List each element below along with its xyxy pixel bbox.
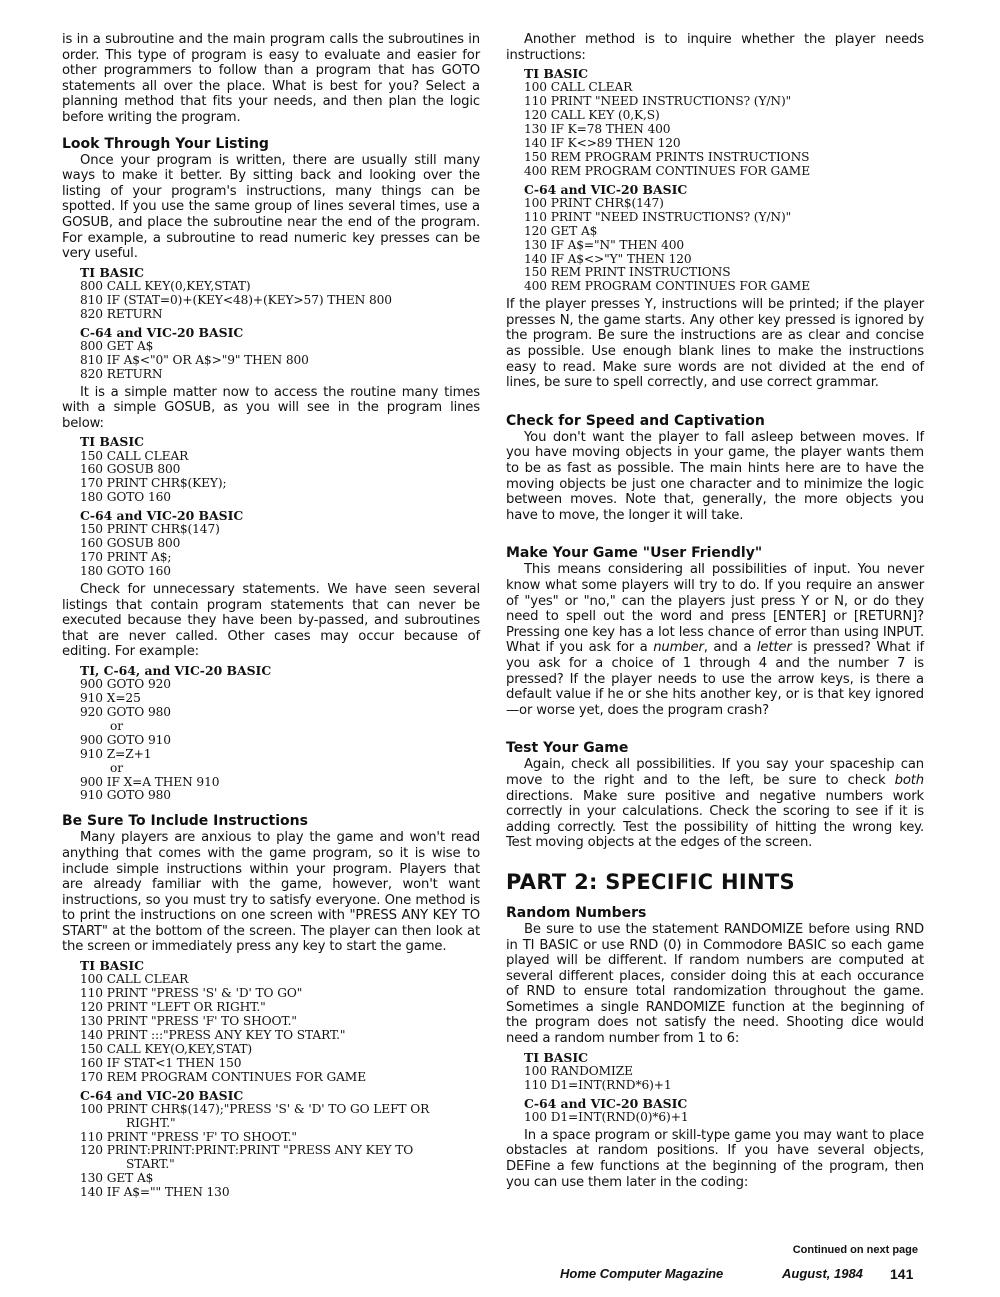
continued-on-next-page: Continued on next page [792, 1244, 918, 1256]
code-line: 100 PRINT CHR$(147);"PRESS 'S' & 'D' TO GO LEFT OR [80, 1101, 430, 1116]
code-line: 400 REM PROGRAM CONTINUES FOR GAME [524, 279, 810, 294]
paragraph-random-numbers: Be sure to use the statement RANDOMIZE before using RND in TI BASIC or use RND (0) in Commodore BASIC so each game played will be different. If random numbers are computed at several different places, consider doing this at each occurance of RND to ensure total randomization throughout the game. Sometimes a single RANDOMIZE function at the beginning of the program does not satisfy the need. Shooting dice would need a random number from 1 to 6: [506, 921, 924, 1047]
code-line: 150 CALL KEY(O,KEY,STAT) [80, 1041, 253, 1056]
code-line: 130 IF A$="N" THEN 400 [524, 237, 685, 252]
paragraph-space-program: In a space program or skill-type game you may want to place obstacles at random positions. If you have several objects, DEFine a few functions at the beginning of the program, then you can use them later in the coding: [506, 1127, 924, 1190]
code-line: 130 IF K=78 THEN 400 [524, 122, 671, 137]
code-line: 110 PRINT "NEED INSTRUCTIONS? (Y/N)" [524, 209, 792, 224]
code-line: 110 PRINT "PRESS 'S' & 'D' TO GO" [80, 986, 303, 1001]
code-line: 900 GOTO 920 [80, 677, 171, 692]
code-label: C-64 and VIC-20 BASIC [80, 508, 244, 524]
code-line: 800 GET A$ [80, 338, 154, 353]
paragraph-speed-captivation: You don't want the player to fall asleep between moves. If you have moving objects in your game, the player wants them to be as fast as possible. The main hints here are to have the moving objects be just one character and to minimize the logic between moves. Note that, generally, the more objects you have to move, the longer it will take. [506, 429, 924, 523]
left-column [62, 32, 480, 1203]
code-line: 100 RANDOMIZE [524, 1063, 633, 1078]
code-line: 160 GOSUB 800 [80, 536, 181, 551]
code-line: 140 PRINT :::"PRESS ANY KEY TO START." [80, 1027, 346, 1042]
code-block-c64-gosub [80, 509, 480, 579]
code-line: 900 IF X=A THEN 910 [80, 774, 220, 789]
code-line: 110 D1=INT(RND*6)+1 [524, 1077, 672, 1092]
code-block-ti-need-instructions [524, 67, 924, 179]
code-line-continued: RIGHT." [126, 1115, 176, 1130]
code-block-ti-gosub [80, 435, 480, 505]
code-line: 820 RETURN [80, 306, 163, 321]
emphasis-both: both [894, 772, 924, 788]
code-line: 150 REM PRINT INSTRUCTIONS [524, 265, 731, 280]
paragraph-another-method: Another method is to inquire whether the player needs instructions: [506, 32, 924, 63]
code-line: 810 IF A$<"0" OR A$>"9" THEN 800 [80, 352, 309, 367]
heading-random-numbers: Random Numbers [506, 904, 647, 921]
right-column [506, 32, 924, 1190]
heading-test-your-game: Test Your Game [506, 740, 629, 757]
code-block-ti-instructions [80, 959, 480, 1084]
code-line: 150 REM PROGRAM PRINTS INSTRUCTIONS [524, 149, 810, 164]
footer-date: August, 1984 [782, 1266, 863, 1281]
code-line: 120 PRINT "LEFT OR RIGHT." [80, 1000, 266, 1015]
code-line: 170 PRINT A$; [80, 550, 172, 565]
paragraph-subroutine-intro: is in a subroutine and the main program calls the subroutines in order. This type of program is easy to evaluate and easier for other programmers to follow than a program that has GOTO statements all over the place. What is best for you? Select a planning method that fits your needs, and then plan the logic before writing the program. [62, 32, 480, 125]
code-line: 910 Z=Z+1 [80, 746, 152, 761]
paragraph-include-instructions: Many players are anxious to play the game and won't read anything that comes with the game program, so it is wise to include simple instructions within your program. Players that are already familiar with the game, however, won't want instructions, so you must try to satisfy everyone. One method is to print the instructions on one screen with "PRESS ANY KEY TO START" at the bottom of the screen. The player can then look at the screen or immediately press any key to start the game. [62, 830, 480, 955]
code-line: 900 GOTO 910 [80, 732, 171, 747]
paragraph-simple-matter: It is a simple matter now to access the routine many times with a simple GOSUB, as you will see in the program lines below: [62, 384, 480, 431]
heading-user-friendly: Make Your Game "User Friendly" [506, 545, 763, 562]
code-line: 110 PRINT "PRESS 'F' TO SHOOT." [80, 1129, 297, 1144]
paragraph-test-your-game: Again, check all possibilities. If you say your spaceship can move to the right and to the left, be sure to check both directions. Make sure positive and negative numbers work correctly in your calculations. Check the scoring to see if it is adding correctly. Test the possibility of hitting the wrong key. Test moving objects at the edges of the screen. [506, 757, 924, 851]
code-block-c64-randomize [524, 1097, 924, 1125]
code-line: 100 CALL CLEAR [80, 972, 189, 987]
code-line: 120 CALL KEY (0,K,S) [524, 108, 660, 123]
code-line: 120 PRINT:PRINT:PRINT:PRINT "PRESS ANY KEY TO [80, 1143, 414, 1158]
paragraph-unnecessary-statements: Check for unnecessary statements. We have seen several listings that contain program statements that can never be executed because they have been by-passed, and subroutines that are never called. Other cases may occur because of editing. For example: [62, 582, 480, 660]
code-line: 920 GOTO 980 [80, 704, 171, 719]
code-line: 180 GOTO 160 [80, 490, 171, 505]
code-line: 150 CALL CLEAR [80, 448, 189, 463]
code-line: 160 GOSUB 800 [80, 462, 181, 477]
part-title: PART 2: SPECIFIC HINTS [506, 869, 795, 894]
code-line: 160 IF STAT<1 THEN 150 [80, 1055, 242, 1070]
code-or: or [110, 718, 123, 733]
code-line: 910 X=25 [80, 691, 141, 706]
code-line: 100 PRINT CHR$(147) [524, 195, 664, 210]
code-label: C-64 and VIC-20 BASIC [524, 1095, 688, 1111]
code-line: 140 IF K<>89 THEN 120 [524, 136, 681, 151]
code-label: TI BASIC [524, 66, 589, 82]
code-label: C-64 and VIC-20 BASIC [524, 181, 688, 197]
code-label: TI BASIC [524, 1049, 589, 1065]
code-label: TI BASIC [80, 958, 145, 974]
code-block-c64-key-routine [80, 326, 480, 382]
paragraph-user-friendly: This means considering all possibilities of input. You never know what some players will try to do. If you require an answer of "yes" or "no," can the players just press Y or N, or do they need to spell out the word and press [ENTER] or [RETURN]? Pressing one key has a lot less chance of error than using INPUT. What if you ask for a number, and a letter is pressed? What if you ask for a choice of 1 through 4 and the number 7 is pressed? If the player needs to use the arrow keys, is there a default value if he or she hits another key, or is that key ignored—or worse yet, does the program crash? [506, 562, 924, 718]
heading-look-through-listing: Look Through Your Listing [62, 135, 269, 152]
code-line: 100 D1=INT(RND(0)*6)+1 [524, 1109, 689, 1124]
code-line: 150 PRINT CHR$(147) [80, 522, 220, 537]
footer-page-number: 141 [890, 1266, 914, 1282]
code-line: 170 REM PROGRAM CONTINUES FOR GAME [80, 1069, 366, 1084]
heading-speed-captivation: Check for Speed and Captivation [506, 412, 765, 429]
emphasis-letter: letter [756, 640, 792, 656]
code-line: 130 GET A$ [80, 1171, 154, 1186]
code-line: 170 PRINT CHR$(KEY); [80, 476, 227, 491]
code-block-ti-key-routine [80, 266, 480, 322]
code-line: 400 REM PROGRAM CONTINUES FOR GAME [524, 163, 810, 178]
code-line: 100 CALL CLEAR [524, 80, 633, 95]
code-line: 180 GOTO 160 [80, 564, 171, 579]
code-label: C-64 and VIC-20 BASIC [80, 324, 244, 340]
code-line: 120 GET A$ [524, 223, 598, 238]
code-line: 810 IF (STAT=0)+(KEY<48)+(KEY>57) THEN 800 [80, 292, 392, 307]
code-label: TI BASIC [80, 434, 145, 450]
code-line-continued: START." [126, 1157, 175, 1172]
code-line: 820 RETURN [80, 366, 163, 381]
code-label: TI, C-64, and VIC-20 BASIC [80, 662, 272, 678]
paragraph-if-player-presses: If the player presses Y, instructions will be printed; if the player presses N, the game starts. Any other key pressed is ignored by the program. Be sure the instructions are as clear and concise as possible. Use enough blank lines to make the instructions easy to read. Make sure words are not divided at the end of lines, be sure to spell correctly, and use correct grammar. [506, 297, 924, 391]
emphasis-number: number [653, 640, 704, 656]
code-block-unnecessary-examples [80, 664, 480, 803]
code-line: 130 PRINT "PRESS 'F' TO SHOOT." [80, 1014, 297, 1028]
code-line: 140 IF A$<>"Y" THEN 120 [524, 251, 692, 266]
code-label: C-64 and VIC-20 BASIC [80, 1087, 244, 1103]
code-line: 910 GOTO 980 [80, 788, 171, 803]
code-block-c64-need-instructions [524, 183, 924, 295]
heading-include-instructions: Be Sure To Include Instructions [62, 813, 308, 830]
code-line: 110 PRINT "NEED INSTRUCTIONS? (Y/N)" [524, 94, 792, 109]
code-line: 800 CALL KEY(0,KEY,STAT) [80, 278, 251, 293]
code-line: 140 IF A$="" THEN 130 [80, 1185, 230, 1200]
code-or: or [110, 760, 123, 775]
footer-magazine-name: Home Computer Magazine [560, 1266, 724, 1281]
paragraph-look-through-listing: Once your program is written, there are usually still many ways to make it better. By sitting back and looking over the listing of your program's instructions, many things can be spotted. If you use the same group of lines several times, use a GOSUB, and place the subroutine near the end of the program. For example, a subroutine to read numeric key presses can be very useful. [62, 152, 480, 262]
code-block-ti-randomize [524, 1051, 924, 1093]
code-block-c64-instructions [80, 1089, 480, 1201]
code-label: TI BASIC [80, 264, 145, 280]
